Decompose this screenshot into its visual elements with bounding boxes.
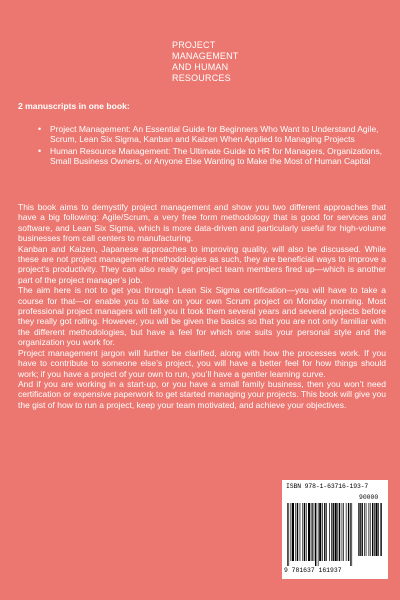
barcode-addon-bars: [358, 503, 384, 561]
manuscript-item: • Project Management: An Essential Guide for Beginners Who Want to Understand Agile, Scrum, Lean Six Sigma, Kanban and Kaizen When Applied to Managing Projects: [38, 124, 383, 145]
title-line: PROJECT: [172, 40, 216, 50]
barcode-digits: 9 781637 161937: [284, 567, 342, 574]
barcode-bar: [369, 503, 370, 556]
book-description: [18, 202, 386, 410]
barcode-bar: [378, 503, 379, 556]
barcode-bar: [329, 503, 330, 561]
barcode-bar: [306, 503, 307, 561]
price-code: 90000: [359, 494, 379, 501]
barcode-bar: [374, 503, 375, 556]
barcode-bar: [308, 503, 310, 561]
barcode-bar: [288, 503, 289, 566]
barcode-bar: [376, 503, 378, 556]
barcode-bar: [318, 503, 319, 566]
barcode-bar: [359, 503, 360, 556]
barcode-bar: [362, 503, 363, 556]
barcode-bar: [297, 503, 298, 561]
barcode-bar: [331, 503, 332, 561]
barcode-bar: [319, 503, 321, 561]
barcode-bar: [333, 503, 334, 561]
barcode-bar: [314, 503, 315, 561]
book-title: [172, 40, 239, 84]
barcode-bar: [370, 503, 371, 556]
barcode-bar: [339, 503, 340, 561]
barcode-bar: [350, 503, 351, 566]
barcode-bar: [295, 503, 296, 561]
isbn-label: ISBN 978-1-63716-193-7: [286, 483, 369, 490]
barcode-bar: [322, 503, 323, 561]
barcode-bars: [287, 503, 355, 566]
title-line: MANAGEMENT: [172, 51, 239, 61]
barcode-bar: [348, 503, 349, 561]
barcode-bar: [351, 503, 352, 566]
barcode-bar: [300, 503, 301, 561]
description-paragraph: Project management jargon will further be clarified, along with how the processes work. If you have to contribute to someone else’s project, you will have a better feel for how things should work; if you have a project of your own to run, you’ll have a gentler learning curve.: [18, 347, 386, 379]
barcode-bar: [342, 503, 343, 561]
barcode-bar: [346, 503, 347, 561]
barcode-bar: [324, 503, 325, 561]
barcode-bar: [291, 503, 292, 561]
barcode-bar: [304, 503, 305, 561]
description-paragraph: The aim here is not to get you through Lean Six Sigma certification—you will have to take a course for that—or enable you to take on your own Scrum project on Monday morning. Most professional project managers will tell you it took them several years and several projects before they really got rolling. However, you will be given the basics so that you are not only familiar with the different methodologies, but have a feel for which one suits your personal style and the organization you work for.: [18, 285, 386, 348]
barcode-bar: [337, 503, 338, 561]
barcode-bar: [311, 503, 312, 561]
title-line: AND HUMAN: [172, 62, 229, 72]
barcode-bar: [312, 503, 313, 561]
barcode-bar: [364, 503, 365, 556]
isbn-barcode: [282, 480, 388, 579]
barcode-bar: [326, 503, 327, 561]
barcode-bar: [287, 503, 288, 566]
barcode-bar: [343, 503, 344, 561]
barcode-bar: [372, 503, 373, 556]
barcode-bar: [366, 503, 367, 556]
barcode-bar: [380, 503, 381, 556]
barcode-bar: [335, 503, 337, 561]
barcode-bar: [292, 503, 294, 561]
manuscript-item: • Human Resource Management: The Ultimate Guide to HR for Managers, Organizations, Small Business Owners, or Anyone Else Wanting to Make the Most of Human Capital: [38, 146, 383, 167]
title-line: RESOURCES: [172, 73, 231, 83]
description-paragraph: Kanban and Kaizen, Japanese approaches to improving quality, will also be discussed. While these are not project management methodologies as such, they are beneficial ways to improve a project’s productivity. They can also really get project team members fired up—which is another part of the project manager’s job.: [18, 243, 386, 285]
description-paragraph: This book aims to demystify project management and show you two different approaches that have a big following: Agile/Scrum, a very free form methodology that is good for services and software, and Lean Six Sigma, which is more data-driven and particularly useful for high-volume businesses from call centers to manufacturing.: [18, 202, 386, 244]
manuscript-list: [38, 124, 383, 168]
barcode-bar: [302, 503, 303, 561]
manuscripts-heading: 2 manuscripts in one book:: [18, 101, 130, 111]
barcode-bar: [315, 503, 316, 566]
barcode-bar: [358, 503, 359, 556]
description-paragraph: And if you are working in a start-up, or you have a small family business, then you won’t need certification or expensive paperwork to get started managing your projects. This book will give you the gist of how to run a project, keep your team motivated, and achieve your objectives.: [18, 378, 386, 410]
